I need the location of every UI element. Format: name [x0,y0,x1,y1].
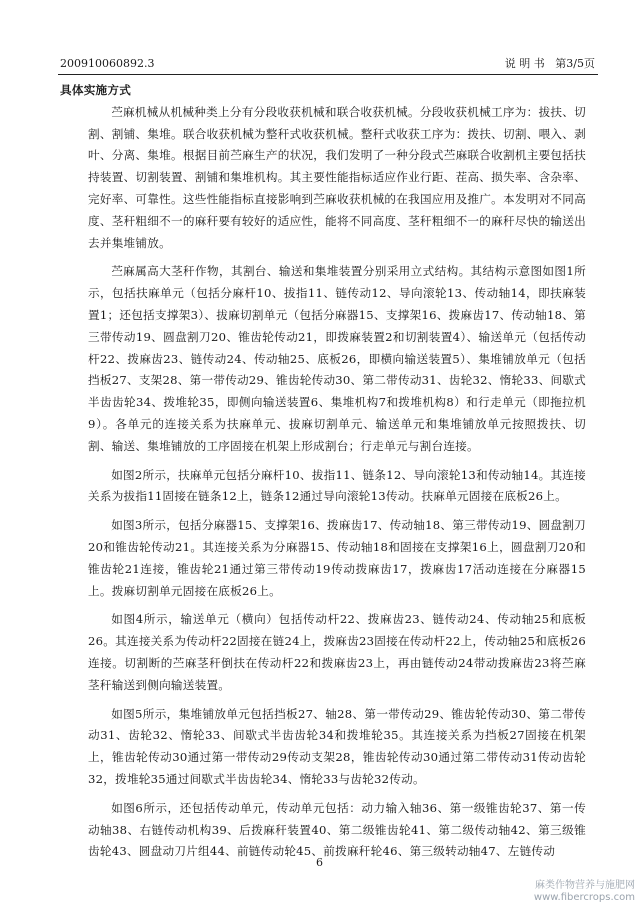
document-body [60,80,586,863]
page-header [60,56,595,72]
application-number: 200910060892.3 [60,57,155,70]
paragraph-figure-1: 苎麻属高大茎秆作物，其割台、输送和集堆装置分别采用立式结构。其结构示意图如图1所示，包括扶麻单元（包括分麻杆10、拔指11、链传动12、导向滚轮13、传动轴14，即扶麻装置1；还包括支撑架3）、拔麻切割单元（包括分麻器15、支撑架16、拨麻齿17、传动轴18、第三带传动19、圆盘割刀20、锥齿轮传动21，即拨麻装置2和切割装置4）、输送单元（包括传动杆22、拨麻齿23、链传动24、传动轴25、底板26，即横向输送装置5）、集堆铺放单元（包括挡板27、支架28、第一带传动29、锥齿轮传动30、第二带传动31、齿轮32、惰轮33、间歇式半齿齿轮34、拨堆轮35，即侧向输送装置6、集堆机构7和拨堆机构8）和行走单元（即拖拉机9）。各单元的连接关系为扶麻单元、拔麻切割单元、输送单元和集堆铺放单元按照拨扶、切割、输送、集堆铺放的工序固接在机架上形成割台；行走单元与割台连接。 [88,264,586,453]
page-indicator: 第3/5页 [555,57,595,70]
paragraph-figure-5: 如图5所示，集堆铺放单元包括挡板27、轴28、第一带传动29、锥齿轮传动30、第二带传动31、齿轮32、惰轮33、间歇式半齿齿轮34和拨堆轮35。其连接关系为挡板27固接在机架上，锥齿轮传动30通过第一带传动29传动支架28，锥齿轮传动30通过第二带传动31传动齿轮32，拨堆轮35通过间歇式半齿齿轮34、惰轮33与齿轮32传动。 [88,706,586,786]
page-number: 6 [316,856,323,869]
paragraph-figure-6: 如图6所示，还包括传动单元，传动单元包括：动力输入轴36、第一级锥齿轮37、第一传动轴38、右链传动机构39、后拨麻秆装置40、第二级锥齿轮41、第二级传动轴42、第三级锥齿轮43、圆盘动刀片组44、前链传动轮45、前拨麻秆轮46、第三级转动轴47、左链传动 [88,800,586,859]
watermark-url: www.fibercrops.com [533,892,635,903]
section-title: 具体实施方式 [60,83,132,97]
watermark-site-name: 麻类作物营养与施肥网 [535,880,635,891]
paragraph-figure-4: 如图4所示，输送单元（横向）包括传动杆22、拨麻齿23、链传动24、传动轴25和底板26。其连接关系为传动杆22固接在链24上，拨麻齿23固接在传动杆22上，传动轴25和底板26连接。切割断的苎麻茎秆倒扶在传动杆22和拨麻齿23上，再由链传动24带动拨麻齿23将苎麻茎秆输送到侧向输送装置。 [88,612,586,692]
header-right [505,56,595,72]
watermark [534,880,635,904]
paragraph-intro: 苎麻机械从机械种类上分有分段收获机械和联合收获机械。分段收获机械工序为：拔扶、切割、割铺、集堆。联合收获机械为整秆式收获机械。整秆式收获工序为：拨扶、切割、喂入、剥叶、分离、集堆。根据目前苎麻生产的状况，我们发明了一种分段式苎麻联合收割机主要包括扶持装置、切割装置、割铺和集堆机构。其主要性能指标适应作业行距、茬高、损失率、含杂率、完好率、可靠性。这些性能指标直接影响到苎麻收获机械的在我国应用及推广。本发明对不同高度、茎秆粗细不一的麻秆要有较好的适应性，能将不同高度、茎秆粗细不一的麻秆尽快的输送出去并集堆铺放。 [88,104,586,250]
header-rule [58,74,598,75]
document-title: 说 明 书 [504,57,545,70]
paragraph-figure-3: 如图3所示，包括分麻器15、支撑架16、拨麻齿17、传动轴18、第三带传动19、圆盘割刀20和锥齿轮传动21。其连接关系为分麻器15、传动轴18和固接在支撑架16上，圆盘割刀20和锥齿轮21连接，锥齿轮21通过第三带传动19传动拨麻齿17，拨麻齿17活动连接在分麻器15上。拨麻切割单元固接在底板26上。 [88,518,586,598]
paragraph-figure-2: 如图2所示，扶麻单元包括分麻杆10、拔指11、链条12、导向滚轮13和传动轴14。其连接关系为拔指11固接在链条12上，链条12通过导向滚轮13传动。扶麻单元固接在底板26上。 [88,467,586,504]
